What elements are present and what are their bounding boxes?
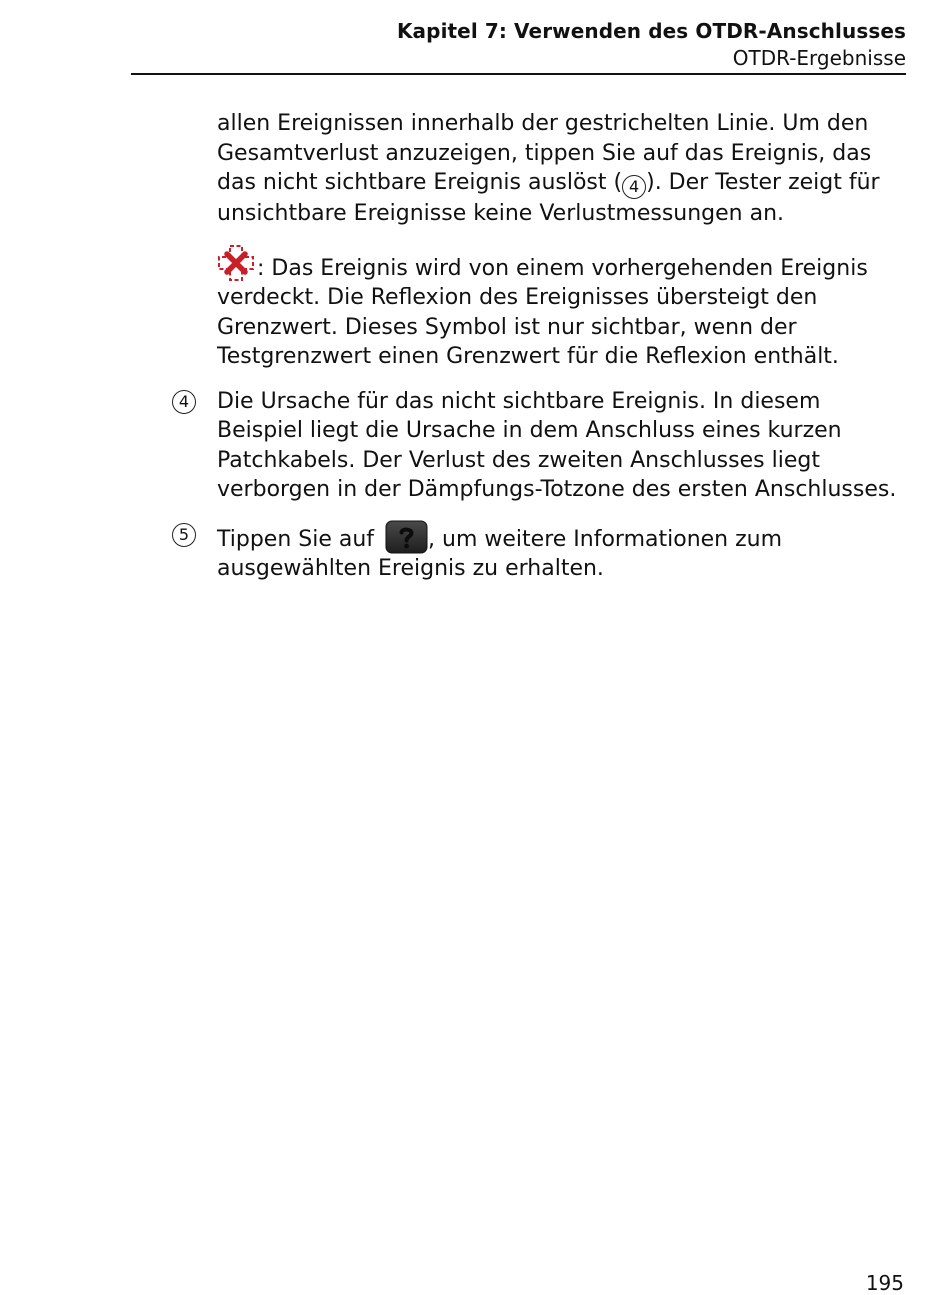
callout-text: Tippen Sie auf — [217, 526, 382, 552]
callout-marker-4: 4 — [172, 390, 196, 414]
callout-reference-4: 4 — [622, 175, 646, 199]
paragraph-text: : Das Ereignis wird von einem vorhergehenden Ereignis verdeckt. Die Reflexion des Ereignisses übersteigt den Grenzwert. Dieses Symbol ist nur sichtbar, wenn der Testgrenzwert einen Grenzwert für die Reflexion enthält. — [217, 255, 868, 369]
callout-text: , um weitere Informationen zum ausgewählten Ereignis zu erhalten. — [217, 526, 783, 581]
hidden-event-fail-icon — [217, 244, 255, 282]
callout-item-5 — [178, 520, 907, 584]
section-title: OTDR-Ergebnisse — [732, 46, 906, 70]
chapter-title: Kapitel 7: Verwenden des OTDR-Anschlusses — [396, 19, 906, 43]
callout-item-4 — [178, 387, 907, 505]
page-number: 195 — [865, 1271, 904, 1295]
paragraph-hidden-events — [217, 109, 907, 229]
running-header — [131, 18, 906, 72]
callout-marker-5: 5 — [172, 523, 196, 547]
help-icon — [385, 520, 428, 554]
paragraph-masked-event — [217, 244, 907, 372]
header-divider — [131, 73, 906, 75]
paragraph-text: allen Ereignissen innerhalb der gestrichelten Linie. Um den Gesamtverlust anzuzeigen, tippen Sie auf das Ereignis, das das nicht sichtbare Ereignis auslöst ( — [217, 111, 872, 195]
page-body — [178, 109, 907, 584]
callout-text: Die Ursache für das nicht sichtbare Ereignis. In diesem Beispiel liegt die Ursache in dem Anschluss eines kurzen Patchkabels. Der Verlust des zweiten Anschlusses liegt verborgen in der Dämpfungs-Totzone des ersten Anschlusses. — [217, 388, 897, 502]
paragraph-text: ). Der Tester zeigt für unsichtbare Ereignisse keine Verlustmessungen an. — [217, 170, 880, 226]
